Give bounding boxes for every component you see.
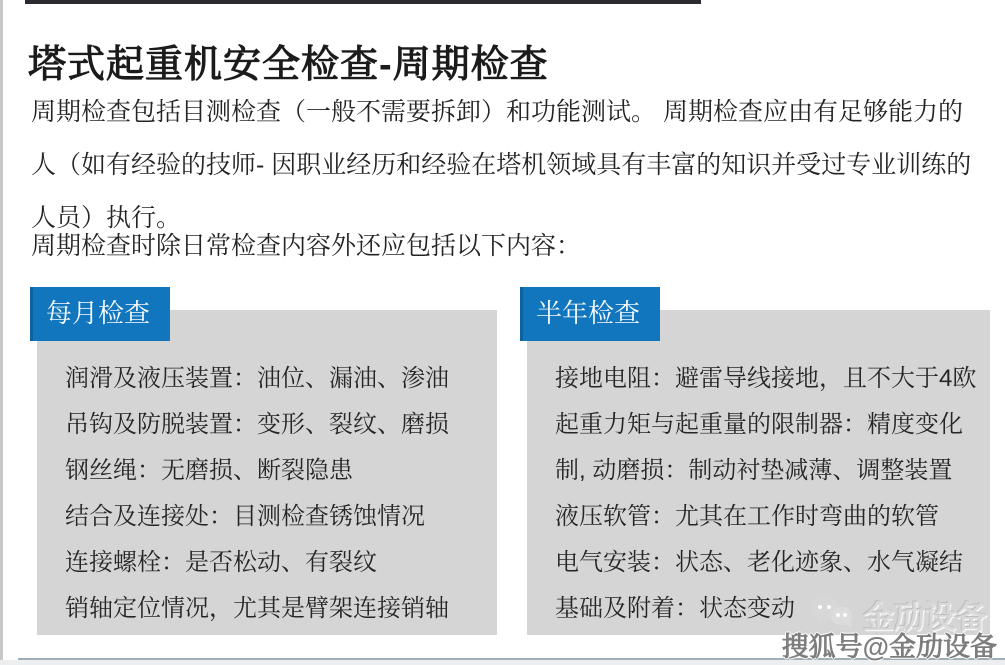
page-title: 塔式起重机安全检查-周期检查 [28,44,549,87]
intro-line: 周期检查包括目测检查（一般不需要拆卸）和功能测试。 周期检查应由有足够能力的 [31,98,963,126]
checklist-item: 起重力矩与起重量的限制器：精度变化 [555,411,963,438]
lead-in-text: 周期检查时除日常检查内容外还应包括以下内容： [31,232,582,260]
semiannual-inspection-panel [527,310,990,635]
monthly-checklist [37,310,497,632]
watermark-account-text: 搜狐号@金劢设备 [781,632,997,662]
watermark-brand-text: 金劢设备 [863,599,987,635]
left-edge-strip [0,0,3,665]
monthly-inspection-panel [37,310,497,635]
watermark [782,597,997,663]
tab-semiannual-inspection: 半年检查 [520,287,660,341]
checklist-item: 电气安装：状态、老化迹象、水气凝结 [555,549,963,576]
checklist-item: 液压软管：尤其在工作时弯曲的软管 [555,503,939,530]
checklist-item: 结合及连接处：目测检查锈蚀情况 [65,503,425,530]
tab-monthly-inspection: 每月检查 [30,287,170,341]
watermark-brand-row [782,597,987,635]
checklist-item: 销轴定位情况，尤其是臂架连接销轴 [65,595,449,622]
checklist-item: 吊钩及防脱装置：变形、裂纹、磨损 [65,411,449,438]
semiannual-checklist [527,310,990,632]
checklist-item: 基础及附着：状态变动 [555,595,795,622]
intro-line: 人员）执行。 [31,204,182,232]
checklist-item: 接地电阻：避雷导线接地，且不大于4欧 [555,365,977,392]
wechat-icon [811,597,855,631]
checklist-item: 钢丝绳：无磨损、断裂隐患 [65,457,353,484]
checklist-item: 润滑及液压装置：油位、漏油、渗油 [65,365,449,392]
checklist-item: 制, 动磨损：制动衬垫减薄、调整装置 [555,457,953,484]
checklist-item: 连接螺栓：是否松动、有裂纹 [65,549,377,576]
intro-line: 人（如有经验的技师- 因职业经历和经验在塔机领域具有丰富的知识并受过专业训练的 [31,151,972,179]
intro-paragraph [31,86,991,245]
top-accent-bar [25,0,701,4]
